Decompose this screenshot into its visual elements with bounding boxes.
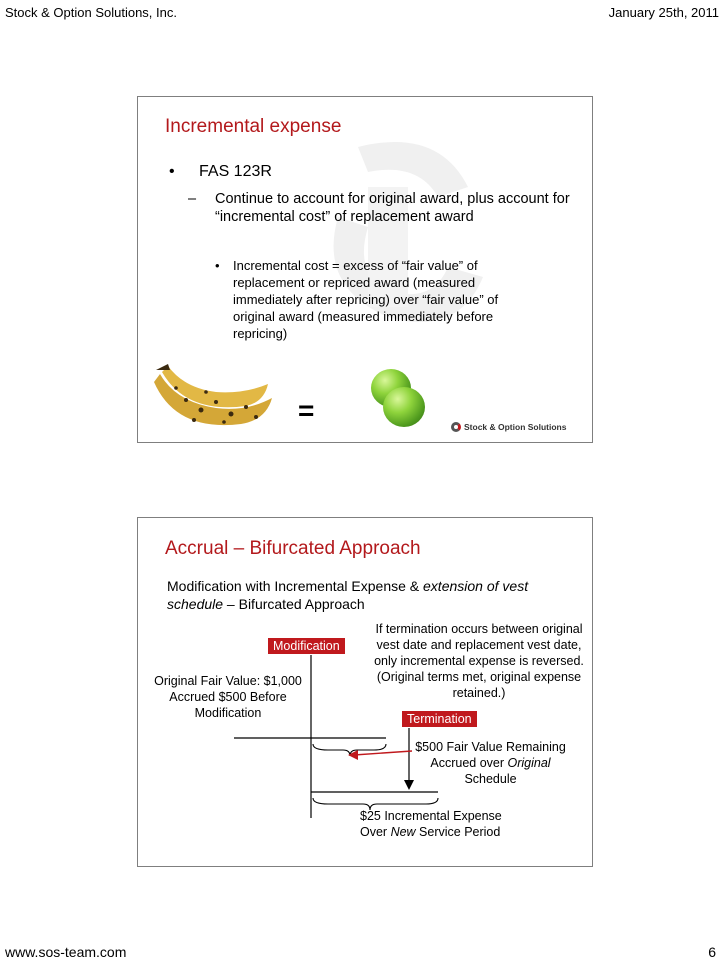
header-company: Stock & Option Solutions, Inc. [5, 5, 177, 20]
slide-incremental-expense [137, 96, 593, 443]
modification-label: Modification [268, 638, 345, 654]
remaining-accrued-text: $500 Fair Value Remaining Accrued over Original Schedule [415, 740, 566, 786]
original-fair-value-text: Original Fair Value: $1,000 Accrued $500 Before Modification [154, 674, 302, 720]
apple-front-icon [383, 387, 425, 427]
slide1-title: Incremental expense [165, 116, 342, 137]
incremental-expense-text: $25 Incremental Expense Over New Service Period [360, 809, 502, 839]
equals-sign: = [298, 395, 315, 426]
dash-continue-account: Continue to account for original award, plus account for “incremental cost” of replacement award [215, 191, 570, 225]
dash-marker: – [188, 191, 197, 207]
footer-website: www.sos-team.com [5, 944, 127, 960]
red-arrow-line [354, 751, 412, 755]
termination-note: If termination occurs between original vest date and replacement vest date, only incremental expense is reversed. (Original terms met, original expense retained.) [374, 622, 584, 700]
bullet-dot: • [169, 163, 175, 180]
sub-bullet-dot: • [215, 258, 220, 273]
red-arrowhead [348, 750, 358, 760]
slide-bifurcated-approach [137, 517, 593, 867]
header-date: January 25th, 2011 [608, 5, 719, 20]
sos-logo-text: Stock & Option Solutions [464, 422, 567, 432]
slide2-title: Accrual – Bifurcated Approach [165, 538, 421, 559]
bananas-image-icon [146, 362, 276, 440]
termination-label: Termination [402, 711, 477, 727]
slide2-subtitle: Modification with Incremental Expense & extension of vest schedule – Bifurcated Approach [167, 578, 529, 612]
sub-bullet-incremental-cost: Incremental cost = excess of “fair value” of replacement or repriced award (measured immediately after repricing) over “fair value” of original award (measured immediately before repricing) [233, 258, 499, 341]
footer-page-number: 6 [708, 944, 716, 960]
bullet-fas123r: FAS 123R [199, 163, 272, 180]
sos-logo-icon [451, 422, 461, 432]
